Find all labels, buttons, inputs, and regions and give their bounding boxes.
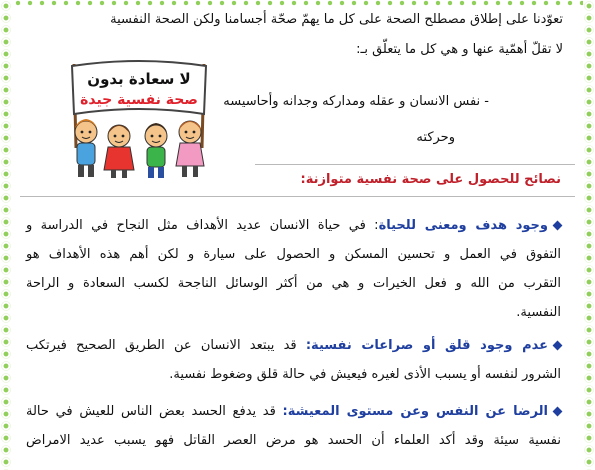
advice-paragraph-1 <box>26 212 561 328</box>
intro-line-2: لا تقلّ أهمّية عنها و هي كل ما يتعلّق بـ: <box>356 42 563 57</box>
children-holding-sign-illustration <box>64 56 214 181</box>
banner-text-line-1: لا سعادة بدون <box>87 70 191 88</box>
banner-text-line-2: صحة نفسية جيدة <box>80 92 198 108</box>
diamond-bullet-icon <box>553 407 563 417</box>
paragraph-text: قد يبتعد الانسان عن الطريق الصحيح فيرتكب <box>26 338 306 353</box>
paragraph-row: التفوق في العمل و تحسين المسكن و الحصول على سيارة و لكن أهم هذه الأهداف هو <box>26 247 561 262</box>
divider-under-bullets <box>255 164 575 165</box>
advice-paragraph-3 <box>26 398 561 456</box>
child-figure-3 <box>145 123 167 178</box>
paragraph-text: قد يدفع الحسد بعض الناس للعيش في حالة <box>26 404 283 419</box>
paragraph-row: نفسية سيئة وقد أكد العلماء أن الحسد هو مرض العصر القاتل فهو يسبب عديد الامراض <box>26 433 561 448</box>
section-title: نصائح للحصول على صحة نفسية متوازنة: <box>300 172 561 187</box>
decorative-border-right <box>583 0 595 470</box>
diamond-bullet-icon <box>553 341 563 351</box>
child-figure-1 <box>75 119 97 177</box>
document-content <box>20 6 575 470</box>
diamond-bullet-icon <box>553 221 563 231</box>
advice-paragraph-2 <box>26 332 561 390</box>
bullet-item-self: - نفس الانسان و عقله ومداركه وجدانه وأحاسيسه <box>223 94 489 109</box>
paragraph-row <box>26 398 561 427</box>
child-figure-2 <box>104 125 134 178</box>
divider-under-title <box>20 196 575 197</box>
paragraph-row <box>26 212 561 241</box>
advice-lead: الرضا عن النفس وعن مستوى المعيشة: <box>282 404 548 419</box>
decorative-border-left <box>0 0 12 470</box>
bullet-item-continuation: وحركته <box>416 130 455 145</box>
paragraph-text: : في حياة الانسان عديد الأهداف مثل النجاح في الدراسة و <box>26 218 379 233</box>
advice-lead: عدم وجود قلق أو صراعات نفسية: <box>305 338 548 353</box>
intro-line-1: تعوّدنا على إطلاق مصطلح الصحة على كل ما يهمّ صحّة أجسامنا ولكن الصحة النفسية <box>110 12 563 27</box>
advice-lead: وجود هدف ومعنى للحياة <box>378 218 548 233</box>
paragraph-row <box>26 332 561 361</box>
paragraph-row: النفسية. <box>516 305 561 320</box>
paragraph-row: التقرب من الله و فعل الخيرات و هي من أكثر الوسائل الناجحة لكسب السعادة و الراحة <box>26 276 561 291</box>
paragraph-row: الشرور لنفسه أو يسبب الأذى لغيره فيعيش في حالة قلق وضغوط نفسية. <box>169 367 561 382</box>
child-figure-4 <box>176 121 204 177</box>
